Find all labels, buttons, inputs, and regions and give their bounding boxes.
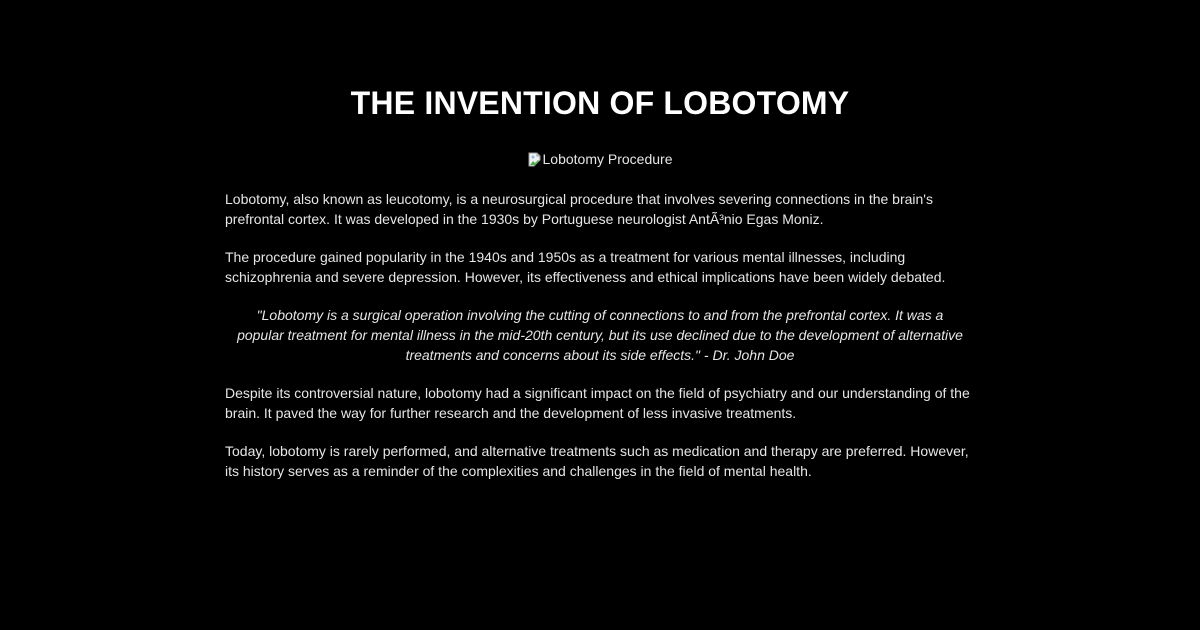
paragraph-popularity: The procedure gained popularity in the 1940s and 1950s as a treatment for various mental illnesses, including schizophrenia and severe depression. However, its effectiveness and ethical implications have been widely debated. (225, 249, 946, 285)
blockquote: "Lobotomy is a surgical operation involving the cutting of connections to and from the prefrontal cortex. It was a popular treatment for mental illness in the mid-20th century, but its use declined due to the development of alternative treatments and concerns about its side effects." - Dr. John Doe (237, 307, 963, 363)
page-title: THE INVENTION OF LOBOTOMY (350, 85, 850, 121)
image-alt-text: Lobotomy Procedure (542, 151, 673, 167)
image-figure (225, 149, 975, 169)
paragraph-impact: Despite its controversial nature, lobotomy had a significant impact on the field of psychiatry and our understanding of the brain. It paved the way for further research and the development of less invasive treatments. (225, 385, 970, 421)
article (225, 0, 975, 481)
paragraph-today: Today, lobotomy is rarely performed, and alternative treatments such as medication and therapy are preferred. However, its history serves as a reminder of the complexities and challenges in the field of mental health. (225, 443, 969, 479)
paragraph-intro: Lobotomy, also known as leucotomy, is a neurosurgical procedure that involves severing connections in the brain's prefrontal cortex. It was developed in the 1930s by Portuguese neurologist AntÃ³nio Egas Moniz. (225, 191, 933, 227)
lobotomy-procedure-image (528, 149, 673, 169)
broken-image-icon (528, 152, 542, 167)
